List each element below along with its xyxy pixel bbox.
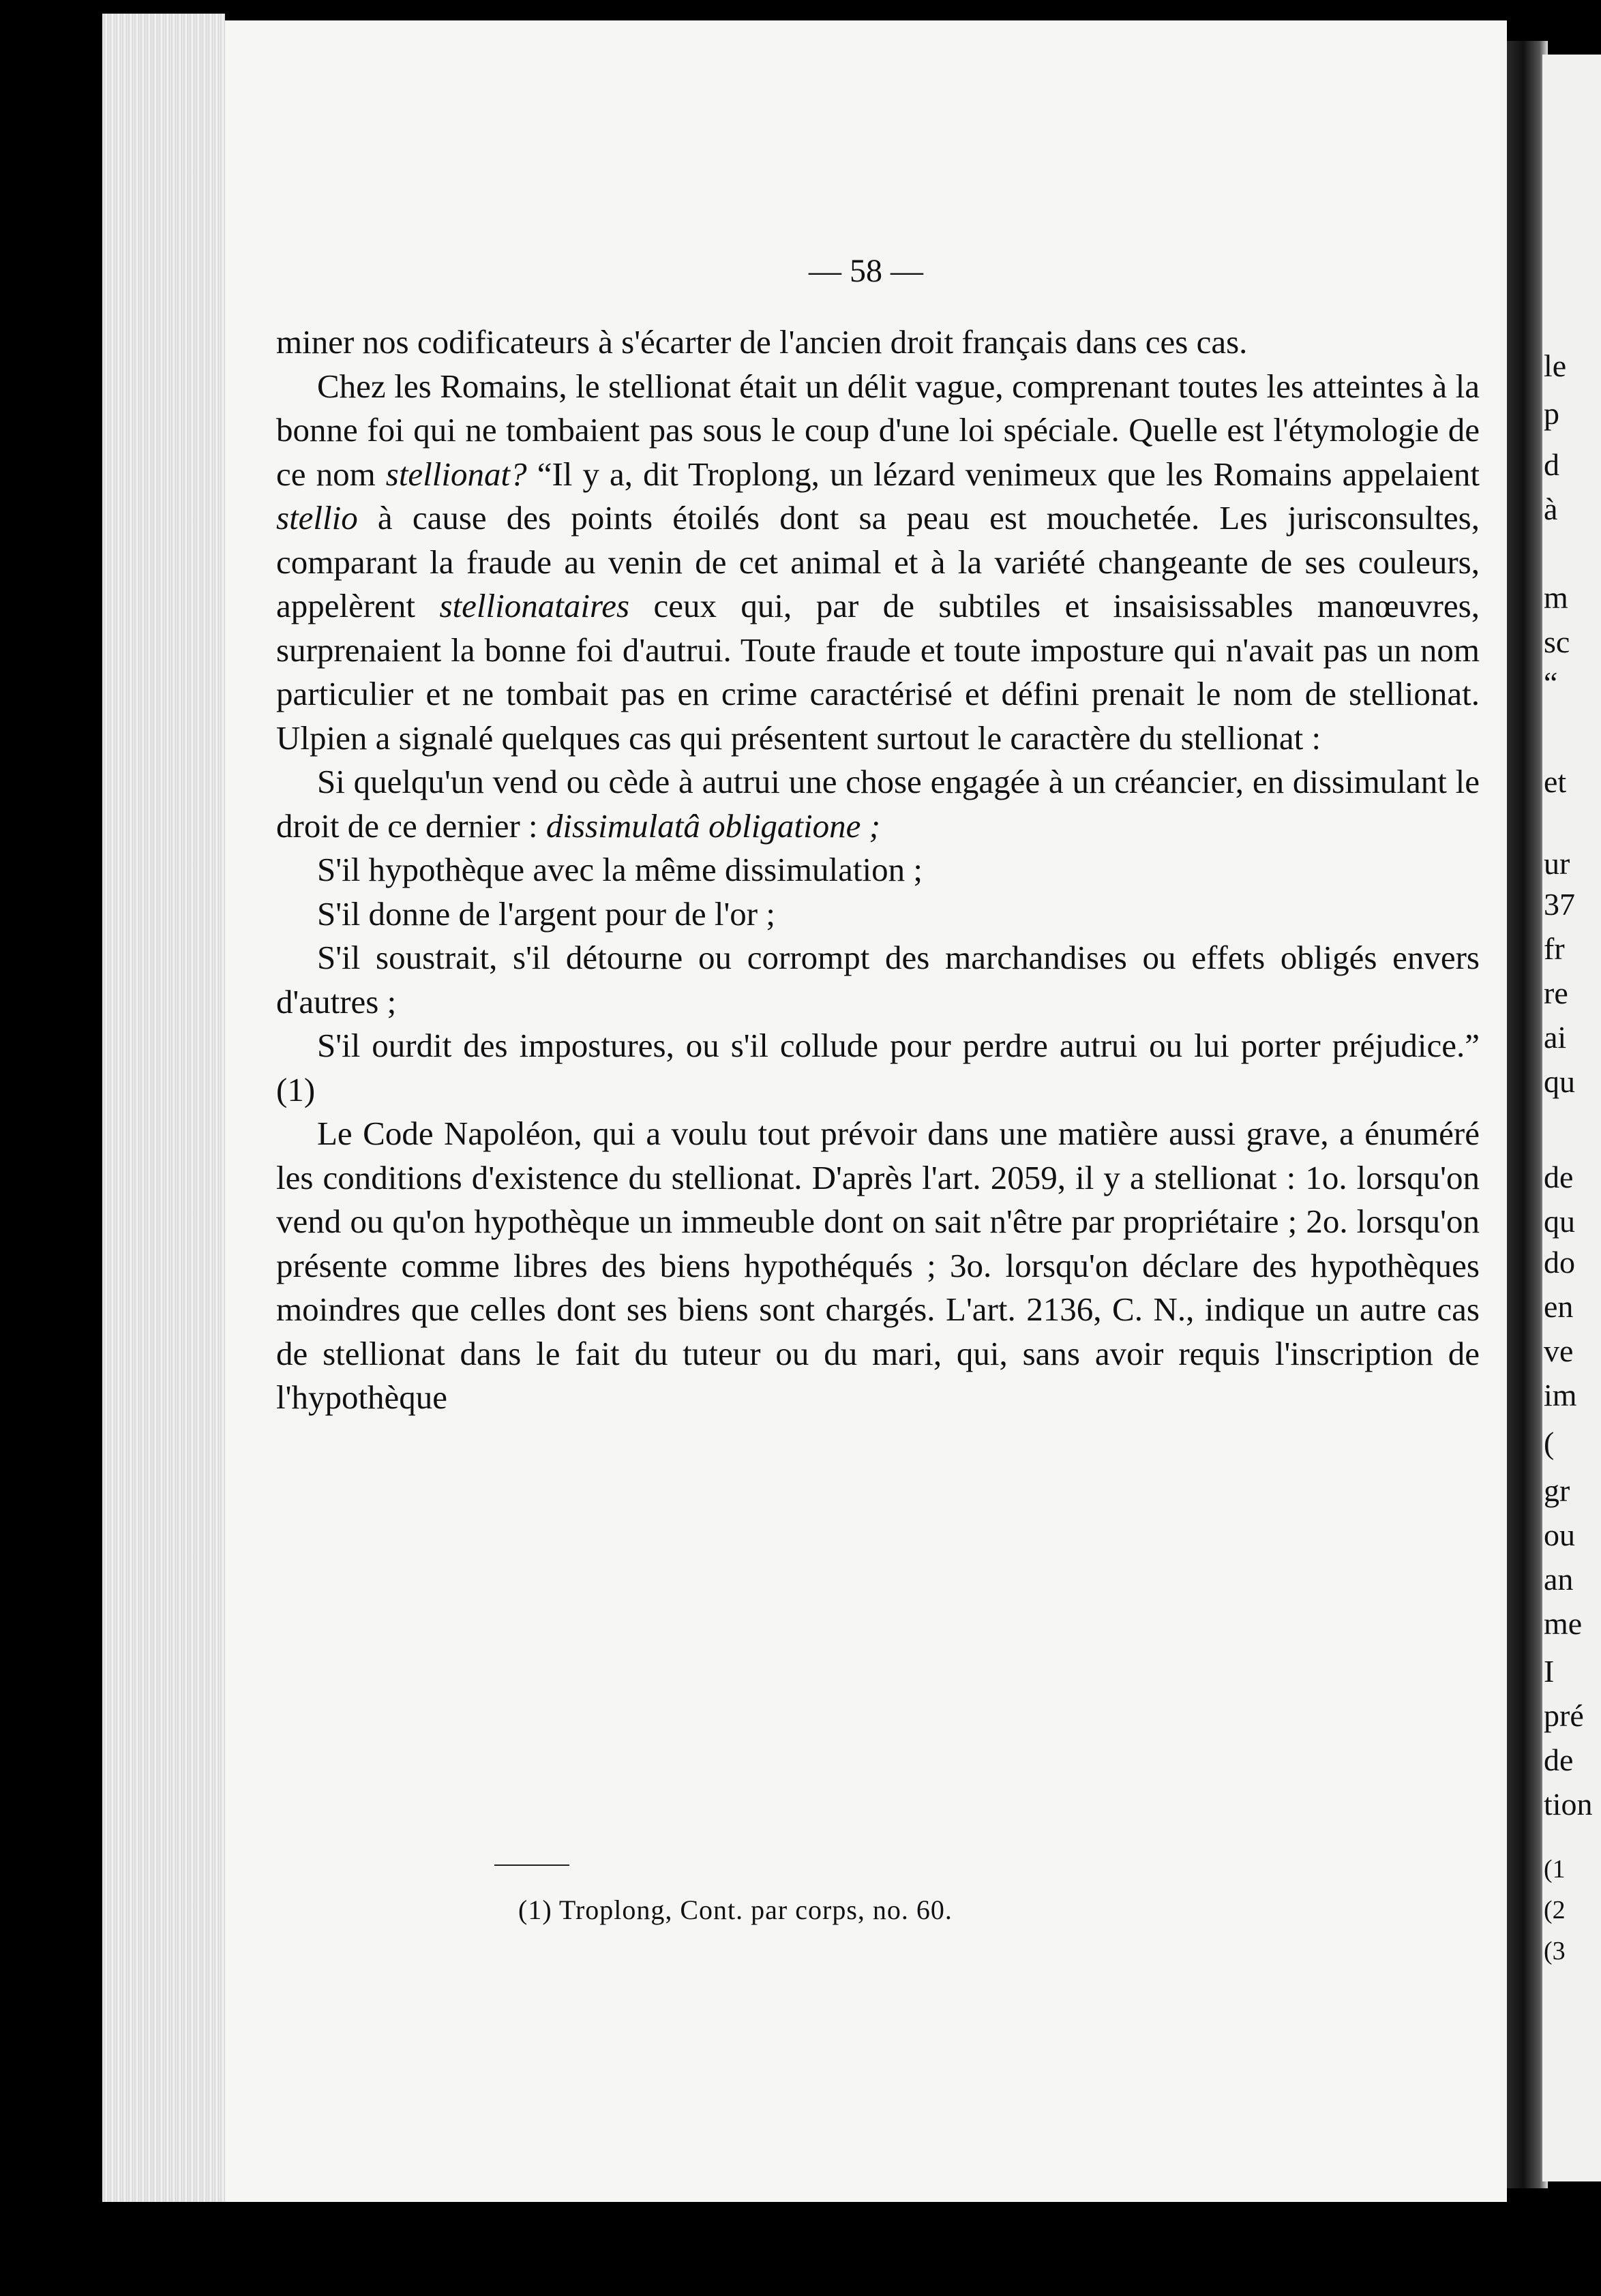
facing-fragment: p <box>1544 396 1559 431</box>
italic-term: stellionataires <box>439 587 630 624</box>
facing-fragment: ( <box>1544 1425 1555 1460</box>
facing-fragment: qu <box>1544 1064 1575 1099</box>
footnote-divider <box>494 1864 569 1866</box>
paragraph-romans <box>276 365 1480 761</box>
facing-fragment: de <box>1544 1742 1574 1777</box>
text-span: Chez les Romains, le stellionat était un délit vague, comprenant toutes les atteintes à la bonne foi qui ne tombaient pas sous le coup d'une loi spéciale. Quelle est l'étymologie de ce nom <box>276 367 1480 493</box>
intro-paragraph: miner nos codificateurs à s'écarter de l'ancien droit français dans ces cas. <box>276 323 1248 361</box>
facing-fragment: re <box>1544 976 1568 1010</box>
paragraph-code-napoleon: Le Code Napoléon, qui a voulu tout prévoir dans une matière aussi grave, a énuméré les conditions d'existence du stellionat. D'après l'art. 2059, il y a stellionat : 1o. lorsqu'on vend ou qu'on hypothèque un immeuble dont on sait n'être par propriétaire ; 2o. lorsqu'on présente comme libres des biens hypothéqués ; 3o. lorsqu'on déclare des hypothèques moindres que celles dont ses biens sont chargés. L'art. 2136, C. N., indique un autre cas de stellionat dans le fait du tuteur ou du mari, qui, sans avoir requis l'inscription de l'hypothèque <box>276 1115 1480 1416</box>
facing-fragment: ur <box>1544 846 1570 881</box>
case-paragraph: S'il donne de l'argent pour de l'or ; <box>317 894 775 933</box>
page-stack-edge <box>102 14 225 2202</box>
facing-fragment: I <box>1544 1654 1555 1689</box>
facing-fragment: sc <box>1544 624 1570 659</box>
facing-fragment: qu <box>1544 1204 1575 1239</box>
facing-fragment: (2 <box>1544 1896 1566 1924</box>
facing-fragment: et <box>1544 764 1567 799</box>
text-span: Si quelqu'un vend ou cède à autrui une chose engagée à un créancier, en dissimulant le droit de ce dernier : <box>276 763 1480 845</box>
facing-fragment: m <box>1544 580 1568 615</box>
case-paragraph: S'il soustrait, s'il détourne ou corrompt des marchandises ou effets obligés envers d'autres ; <box>276 939 1480 1021</box>
facing-fragment: ai <box>1544 1020 1567 1055</box>
facing-fragment: de <box>1544 1160 1574 1194</box>
facing-fragment: en <box>1544 1289 1574 1324</box>
text-span: “Il y a, dit Troplong, un lézard venimeux que les Romains appelaient <box>526 455 1480 493</box>
page-number: — 58 — <box>809 253 923 289</box>
facing-fragment: an <box>1544 1562 1574 1597</box>
text-span: à cause des points étoilés dont sa peau est mouchetée. Les jurisconsultes, comparant la fraude au venin de cet animal et à la variété changeante de ses couleurs, appelèrent <box>276 499 1480 624</box>
facing-fragment: (3 <box>1544 1937 1566 1965</box>
facing-fragment: (1 <box>1544 1855 1566 1884</box>
facing-fragment: tion <box>1544 1787 1593 1822</box>
footnote: (1) Troplong, Cont. par corps, no. 60. <box>518 1894 953 1925</box>
facing-fragment: pré <box>1544 1698 1584 1733</box>
case-paragraph: S'il hypothèque avec la même dissimulation ; <box>317 851 923 888</box>
facing-fragment: do <box>1544 1245 1575 1280</box>
italic-term: stellionat? <box>385 455 527 493</box>
facing-fragment: fr <box>1544 931 1565 966</box>
facing-fragment: 37 <box>1544 887 1575 922</box>
facing-fragment: gr <box>1544 1473 1570 1508</box>
book-gutter <box>1507 41 1548 2188</box>
italic-term: dissimulatâ obligatione ; <box>545 806 880 845</box>
facing-fragment: ou <box>1544 1517 1575 1552</box>
page-body <box>276 320 1480 1420</box>
facing-fragment: d <box>1544 447 1559 482</box>
facing-fragment: im <box>1544 1378 1577 1413</box>
facing-fragment: le <box>1544 348 1567 383</box>
facing-fragment: “ <box>1544 665 1558 700</box>
facing-fragment: à <box>1544 492 1558 526</box>
case-paragraph <box>276 760 1480 848</box>
facing-page <box>1542 55 1601 2181</box>
text-span: ceux qui, par de subtiles et insaisissables manœuvres, surprenaient la bonne foi d'autrui. Toute fraude et toute imposture qui n'avait pas un nom particulier et ne tombait pas en crime caractérisé et défini prenait le nom de stellionat. Ulpien a signalé quelques cas qui présentent surtout le caractère du stellionat : <box>276 587 1480 757</box>
facing-fragment: ve <box>1544 1333 1574 1368</box>
facing-fragment: me <box>1544 1606 1583 1641</box>
case-paragraph: S'il ourdit des impostures, ou s'il collude pour perdre autrui ou lui porter préjudice.” (1) <box>276 1027 1480 1108</box>
italic-term: stellio <box>276 499 358 537</box>
